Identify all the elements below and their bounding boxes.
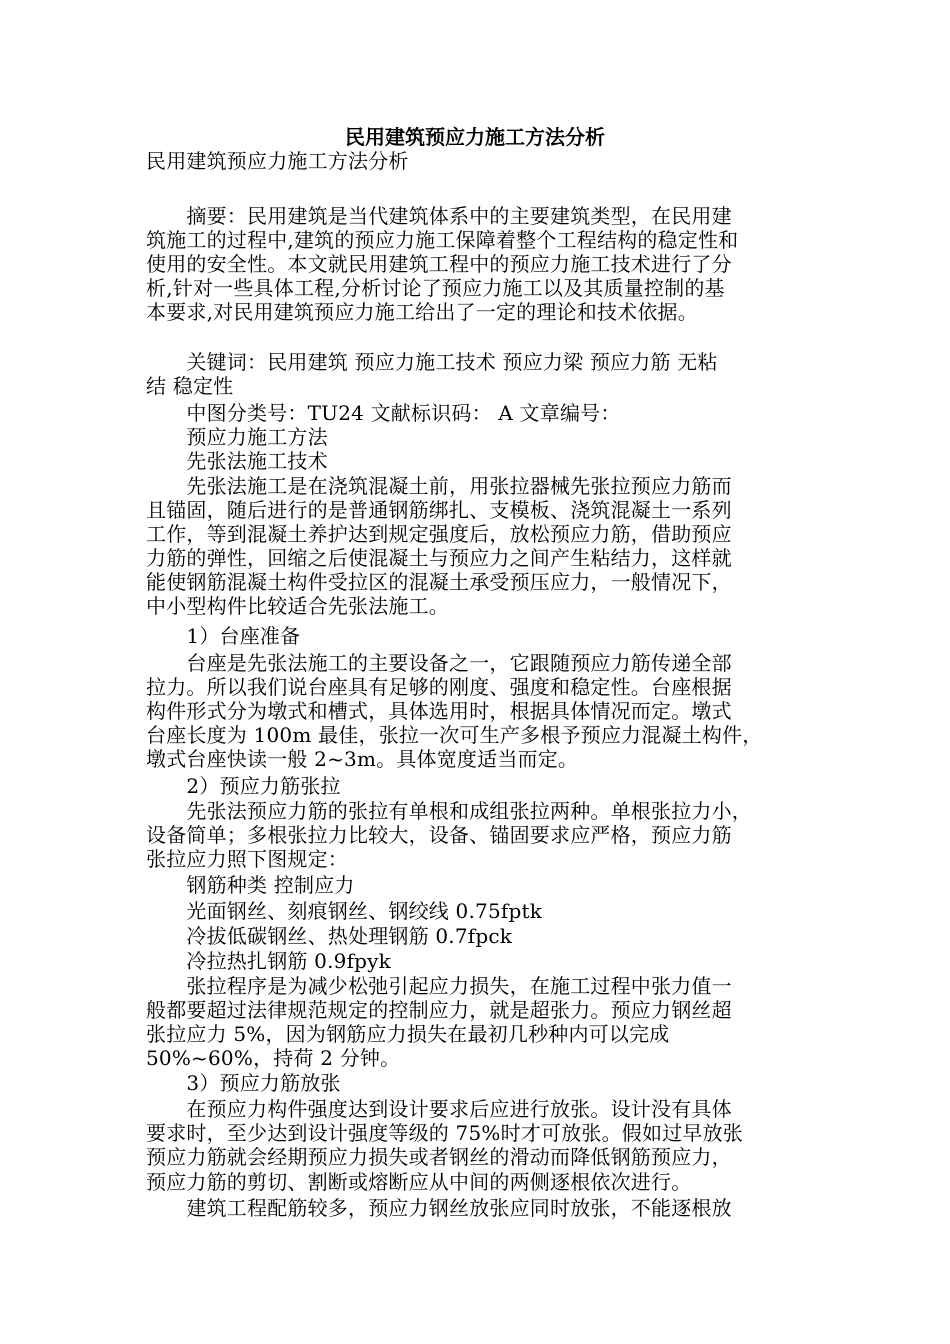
body-line: 3）预应力筋放张	[146, 1071, 341, 1095]
body-line: 台座是先张法施工的主要设备之一，它跟随预应力筋传递全部	[146, 651, 732, 675]
body-line: 先张法施工是在浇筑混凝土前，用张拉器械先张拉预应力筋而	[146, 474, 732, 498]
body-line: 要求时，至少达到设计强度等级的 75%时才可放张。假如过早放张	[146, 1121, 744, 1145]
body-line: 中小型构件比较适合先张法施工。	[146, 594, 449, 618]
body-line: 张拉应力 5%，因为钢筋应力损失在最初几秒种内可以完成	[146, 1022, 670, 1046]
body-line: 钢筋种类 控制应力	[146, 873, 355, 897]
body-line: 建筑工程配筋较多，预应力钢丝放张应同时放张，不能逐根放	[146, 1196, 732, 1220]
body-line: 先张法预应力筋的张拉有单根和成组张拉两种。单根张拉力小，	[146, 799, 752, 823]
body-line: 拉力。所以我们说台座具有足够的刚度、强度和稳定性。台座根据	[146, 675, 732, 699]
body-line: 1）台座准备	[146, 624, 301, 648]
body-line: 冷拉热扎钢筋 0.9fpyk	[146, 949, 391, 973]
body-line: 摘要：民用建筑是当代建筑体系中的主要建筑类型，在民用建	[146, 204, 732, 228]
body-line: 张拉程序是为减少松弛引起应力损失，在施工过程中张力值一	[146, 974, 732, 998]
body-line: 在预应力构件强度达到设计要求后应进行放张。设计没有具体	[146, 1097, 732, 1121]
body-line: 使用的安全性。本文就民用建筑工程中的预应力施工技术进行了分	[146, 252, 732, 276]
body-line: 光面钢丝、刻痕钢丝、钢绞线 0.75fptk	[146, 899, 543, 923]
body-line: 能使钢筋混凝土构件受拉区的混凝土承受预压应力，一般情况下，	[146, 570, 732, 594]
body-line: 预应力筋就会经期预应力损失或者钢丝的滑动而降低钢筋预应力，	[146, 1145, 732, 1169]
body-line: 中图分类号：TU24 文献标识码： A 文章编号：	[146, 401, 621, 425]
body-line: 工作，等到混凝土养护达到规定强度后，放松预应力筋，借助预应	[146, 522, 732, 546]
body-line: 结 稳定性	[146, 374, 234, 398]
body-line: 构件形式分为墩式和槽式，具体选用时，根据具体情况而定。墩式	[146, 699, 732, 723]
body-line: 冷拔低碳钢丝、热处理钢筋 0.7fpck	[146, 924, 513, 948]
body-line: 关键词：民用建筑 预应力施工技术 预应力梁 预应力筋 无粘	[146, 350, 718, 374]
body-line: 张拉应力照下图规定：	[146, 847, 348, 871]
body-line: 本要求,对民用建筑预应力施工给出了一定的理论和技术依据。	[146, 300, 698, 324]
body-line: 预应力筋的剪切、割断或熔断应从中间的两侧逐根依次进行。	[146, 1170, 692, 1194]
body-line: 析,针对一些具体工程,分析讨论了预应力施工以及其质量控制的基	[146, 276, 725, 300]
document-title: 民用建筑预应力施工方法分析	[345, 125, 605, 149]
document-subtitle: 民用建筑预应力施工方法分析	[146, 149, 409, 173]
body-line: 台座长度为 100m 最佳，张拉一次可生产多根予预应力混凝土构件，	[146, 723, 763, 747]
body-line: 般都要超过法律规范规定的控制应力，就是超张力。预应力钢丝超	[146, 998, 732, 1022]
body-line: 设备简单；多根张拉力比较大，设备、锚固要求应严格，预应力筋	[146, 823, 732, 847]
body-line: 且锚固，随后进行的是普通钢筋绑扎、支模板、浇筑混凝土一系列	[146, 498, 732, 522]
body-line: 先张法施工技术	[146, 449, 328, 473]
body-line: 预应力施工方法	[146, 425, 328, 449]
body-line: 力筋的弹性，回缩之后使混凝土与预应力之间产生粘结力，这样就	[146, 546, 732, 570]
body-line: 2）预应力筋张拉	[146, 774, 341, 798]
body-line: 墩式台座快读一般 2~3m。具体宽度适当而定。	[146, 747, 579, 771]
body-line: 筑施工的过程中,建筑的预应力施工保障着整个工程结构的稳定性和	[146, 228, 739, 252]
body-line: 50%~60%，持荷 2 分钟。	[146, 1046, 401, 1070]
